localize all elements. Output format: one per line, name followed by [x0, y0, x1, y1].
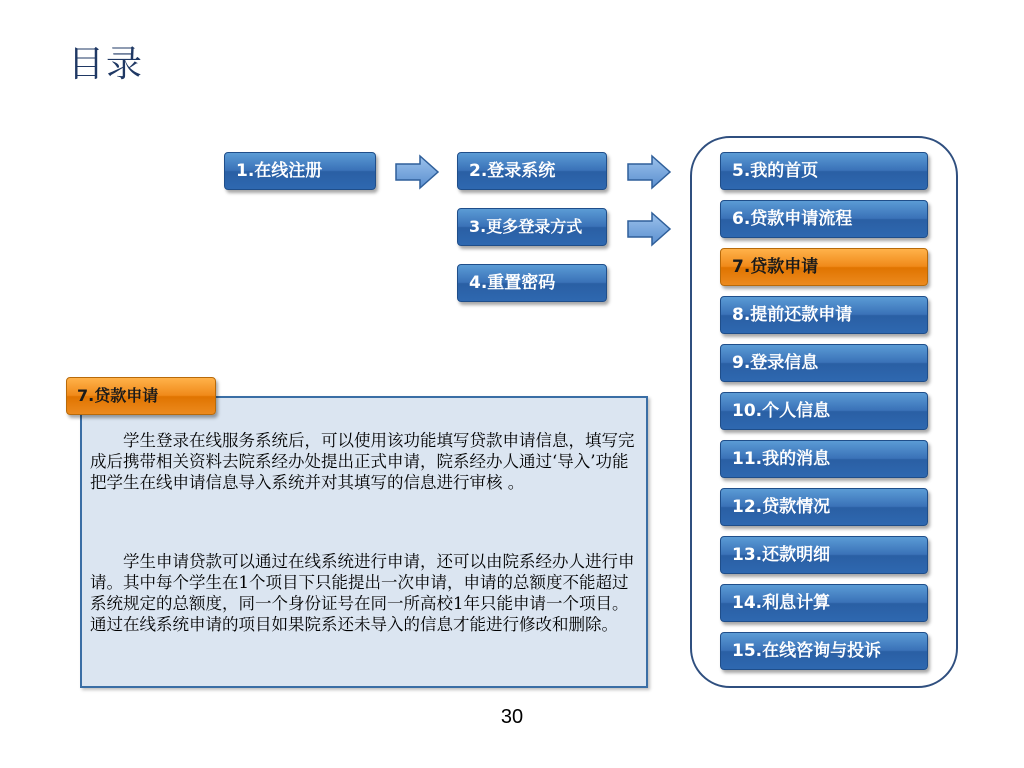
description-paragraph-2: 学生申请贷款可以通过在线系统进行申请，还可以由院系经办人进行申请。其中每个学生在1个项目下只能提出一次申请，申请的总额度不能超过系统规定的总额度，同一个身份证号在同一所高校1年只能申请一个项目。通过在线系统申请的项目如果院系还未导入的信息才能进行修改和删除。: [90, 552, 635, 634]
menu-item[interactable]: 7.贷款申请: [720, 248, 928, 286]
step-register-button[interactable]: 1.在线注册: [224, 152, 376, 190]
menu-item[interactable]: 8.提前还款申请: [720, 296, 928, 334]
page-number: 30: [500, 706, 524, 728]
menu-item[interactable]: 9.登录信息: [720, 344, 928, 382]
menu-item[interactable]: 12.贷款情况: [720, 488, 928, 526]
step-more-login-button[interactable]: 3.更多登录方式: [457, 208, 607, 246]
menu-item[interactable]: 11.我的消息: [720, 440, 928, 478]
menu-item[interactable]: 13.还款明细: [720, 536, 928, 574]
description-paragraph-1: 学生登录在线服务系统后，可以使用该功能填写贷款申请信息，填写完成后携带相关资料去院系经办处提出正式申请，院系经办人通过‘导入’功能把学生在线申请信息导入系统并对其填写的信息进行审核 。: [90, 431, 635, 492]
step-reset-password-button[interactable]: 4.重置密码: [457, 264, 607, 302]
menu-item[interactable]: 6.贷款申请流程: [720, 200, 928, 238]
menu-item[interactable]: 10.个人信息: [720, 392, 928, 430]
menu-item[interactable]: 14.利息计算: [720, 584, 928, 622]
page-title: 目录: [68, 44, 145, 85]
step-login-button[interactable]: 2.登录系统: [457, 152, 607, 190]
right-arrow-icon: [626, 211, 672, 247]
right-arrow-icon: [394, 154, 440, 190]
section-tab: 7.贷款申请: [66, 377, 216, 415]
menu-item[interactable]: 15.在线咨询与投诉: [720, 632, 928, 670]
right-arrow-icon: [626, 154, 672, 190]
menu-item[interactable]: 5.我的首页: [720, 152, 928, 190]
